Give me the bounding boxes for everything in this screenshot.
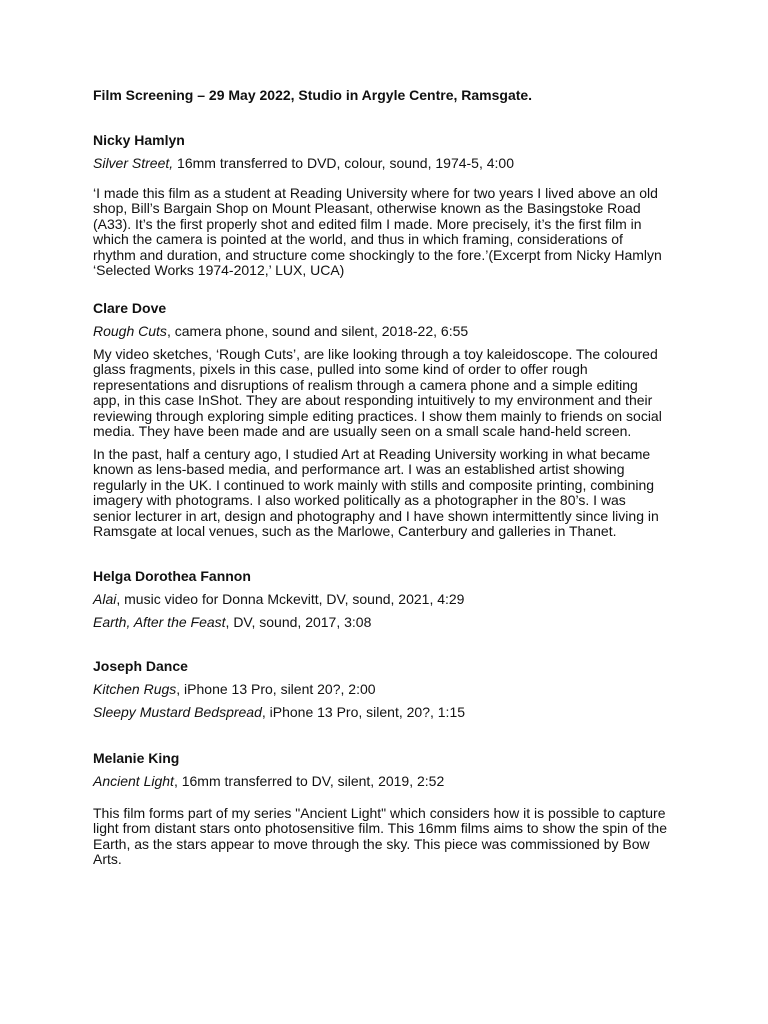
text-line: (A33). It’s the first properly shot and edited film I made. More precisely, it’s the first film in bbox=[93, 215, 642, 232]
document-title: Film Screening – 29 May 2022, Studio in Argyle Centre, Ramsgate. bbox=[93, 87, 533, 103]
work-details: , camera phone, sound and silent, 2018-22, 6:55 bbox=[166, 323, 469, 339]
work-entry bbox=[93, 705, 683, 720]
text-line: ‘Selected Works 1974-2012,’ LUX, UCA) bbox=[93, 262, 345, 279]
work-details: , iPhone 13 Pro, silent, 20?, 1:15 bbox=[261, 704, 466, 720]
text-line: Ramsgate at local venues, such as the Marlowe, Canterbury and galleries in Thanet. bbox=[93, 523, 617, 540]
work-title: Silver Street, bbox=[93, 155, 174, 171]
work-title: Ancient Light bbox=[93, 773, 174, 789]
artist-statement bbox=[93, 186, 683, 278]
work-title: Earth, After the Feast bbox=[93, 614, 226, 630]
text-line: This film forms part of my series "Ancient Light" which considers how it is possible to capture bbox=[93, 805, 666, 821]
work-entry bbox=[93, 774, 683, 789]
text-line: regularly in the UK. I continued to work mainly with stills and composite printing, combining bbox=[93, 476, 655, 493]
text-line: shop, Bill’s Bargain Shop on Mount Pleasant, otherwise known as the Basingstoke Road bbox=[93, 200, 641, 217]
artist-statement bbox=[93, 806, 683, 868]
work-title: Sleepy Mustard Bedspread bbox=[93, 704, 262, 720]
work-entry bbox=[93, 156, 683, 171]
artist-name: Joseph Dance bbox=[93, 658, 188, 674]
work-details: , iPhone 13 Pro, silent 20?, 2:00 bbox=[176, 681, 376, 697]
work-title: Alai bbox=[93, 591, 117, 607]
work-details: , DV, sound, 2017, 3:08 bbox=[225, 614, 372, 630]
artist-statement bbox=[93, 347, 683, 439]
work-entry bbox=[93, 592, 683, 607]
work-entry bbox=[93, 615, 683, 630]
artist-name: Clare Dove bbox=[93, 300, 167, 316]
text-line: light from distant stars onto photosensitive film. This 16mm films aims to show the spin of the bbox=[93, 820, 667, 837]
work-details: , 16mm transferred to DV, silent, 2019, 2:52 bbox=[173, 773, 445, 789]
text-line: glass fragments, pixels in this case, pulled into some kind of order to offer rough bbox=[93, 361, 588, 378]
text-line: imagery with photograms. I also worked politically as a photographer in the 80’s. I was bbox=[93, 492, 626, 509]
artist-biography bbox=[93, 447, 683, 539]
text-line: rhythm and duration, and structure come shockingly to the fore.’(Excerpt from Nicky Hamlyn bbox=[93, 246, 662, 263]
text-line: representations and disruptions of realism through a camera phone and a simple editing bbox=[93, 376, 638, 393]
text-line: known as lens-based media, and performance art. I was an established artist showing bbox=[93, 461, 625, 478]
text-line: Arts. bbox=[93, 851, 122, 868]
work-title: Kitchen Rugs bbox=[93, 681, 177, 697]
text-line: senior lecturer in art, design and photography and I have shown intermittently since living in bbox=[93, 507, 659, 524]
work-title: Rough Cuts bbox=[93, 323, 167, 339]
text-line: which the camera is pointed at the world, and thus in which framing, considerations of bbox=[93, 231, 623, 248]
text-line: media. They have been made and are usually seen on a small scale hand-held screen. bbox=[93, 423, 632, 440]
artist-name: Melanie King bbox=[93, 750, 180, 766]
work-entry bbox=[93, 324, 683, 339]
text-line: reviewing through exploring simple editing practices. I show them mainly to friends on social bbox=[93, 407, 662, 424]
text-line: Earth, as the stars appear to move through the sky. This piece was commissioned by Bow bbox=[93, 835, 650, 852]
work-details: , music video for Donna Mckevitt, DV, sound, 2021, 4:29 bbox=[116, 591, 465, 607]
artist-name: Nicky Hamlyn bbox=[93, 132, 185, 148]
text-line: app, in this case InShot. They are about responding intuitively to my environment and their bbox=[93, 392, 653, 409]
text-line: ‘I made this film as a student at Reading University where for two years I lived above an old bbox=[93, 185, 658, 201]
artist-name: Helga Dorothea Fannon bbox=[93, 568, 251, 584]
work-details: 16mm transferred to DVD, colour, sound, 1974-5, 4:00 bbox=[173, 155, 514, 171]
text-line: In the past, half a century ago, I studied Art at Reading University working in what became bbox=[93, 446, 651, 462]
text-line: My video sketches, ‘Rough Cuts’, are like looking through a toy kaleidoscope. The coloured bbox=[93, 346, 658, 362]
work-entry bbox=[93, 682, 683, 697]
